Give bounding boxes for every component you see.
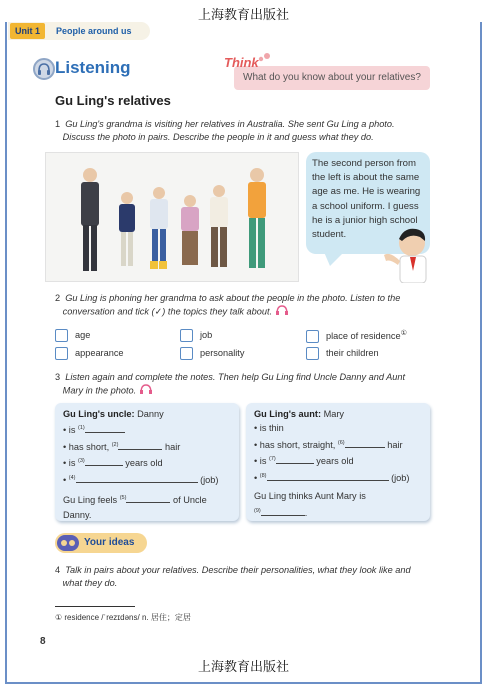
topic-checkbox-residence[interactable] [306, 329, 407, 343]
checkbox[interactable] [55, 347, 68, 360]
speech-icon [57, 535, 79, 551]
blank-2[interactable] [118, 440, 162, 450]
blank-7[interactable] [276, 454, 314, 464]
task-4-instruction [55, 564, 411, 590]
page-border-right [480, 22, 482, 684]
publisher-footer: 上海教育出版社 [197, 660, 289, 675]
bubble-line: age as me. He is wearing [312, 186, 421, 198]
unit-title: People around us [56, 26, 132, 36]
uncle-name: Danny [137, 409, 164, 419]
task-2-instruction [55, 292, 400, 319]
checkbox[interactable] [306, 330, 319, 343]
blank-4[interactable] [76, 473, 198, 483]
audio-icon[interactable] [139, 384, 153, 398]
uncle-note-item: • is $^{(3)}$ years old [63, 458, 163, 469]
footnote-text: ① residence /ˈrezɪdəns/ n. 居住；定居 [55, 613, 191, 622]
task-1-line-2: Discuss the photo in pairs. Describe the people in it and guess what they do. [62, 132, 374, 142]
topic-label: job [200, 329, 213, 340]
family-photo [45, 152, 299, 282]
topic-label: place of residence [326, 331, 401, 342]
task-1-line-1: Gu Ling's grandma is visiting her relatives in Australia. She sent Gu Ling a photo. [65, 119, 395, 129]
task-number: 3 [55, 372, 61, 382]
topic-checkbox-children[interactable] [306, 347, 379, 360]
topic-label: appearance [75, 347, 124, 358]
uncle-note-item: • has short, $^{(2)}$ hair [63, 441, 181, 452]
page-number: 8 [40, 636, 46, 647]
your-ideas-label: Your ideas [84, 537, 135, 548]
aunt-note-item: • has short, straight, $^{(6)}$ hair [254, 439, 403, 450]
uncle-note-item: • $^{(4)}$ (job) [63, 474, 219, 485]
task-3-instruction [55, 371, 405, 398]
footnote-mark: ① [400, 330, 407, 337]
aunt-notes-content [254, 407, 426, 520]
topic-label: personality [200, 347, 245, 358]
task-number: 1 [55, 119, 61, 129]
uncle-notes-content [63, 407, 235, 522]
uncle-notes-heading [63, 407, 235, 421]
topic-label: their children [326, 347, 379, 358]
topic-checkbox-appearance[interactable] [55, 347, 124, 360]
aunt-closing: Gu Ling thinks Aunt Mary is $^{(9)}$ . [254, 491, 366, 518]
bubble-line: The second person from [312, 158, 416, 169]
blank-3[interactable] [85, 456, 123, 466]
task-2-line-1: Gu Ling is phoning her grandma to ask about the people in the photo. Listen to the [65, 293, 401, 303]
bubble-line: the left is about the same [312, 172, 420, 184]
task-4-line-2: what they do. [62, 578, 118, 588]
uncle-note-item: • is $^{(1)}$ [63, 421, 235, 437]
checkbox[interactable] [306, 347, 319, 360]
unit-tag: Unit 1 [10, 23, 45, 39]
think-dots-icon [258, 50, 272, 68]
bubble-line: student. [312, 229, 347, 241]
aunt-note-item: • $^{(8)}$ (job) [254, 472, 410, 483]
lesson-heading: Gu Ling's relatives [55, 93, 171, 108]
bubble-line: he is a junior high school [312, 214, 418, 226]
publisher-header: 上海教育出版社 [197, 8, 289, 23]
checkbox[interactable] [180, 347, 193, 360]
blank-5[interactable] [126, 493, 170, 503]
section-title: Listening [55, 58, 131, 77]
topic-label: age [75, 329, 91, 340]
headphones-icon [33, 58, 55, 80]
aunt-notes-heading [254, 407, 426, 421]
uncle-heading-label: Gu Ling's uncle: [63, 409, 135, 419]
topic-checkbox-age[interactable] [55, 329, 90, 342]
bubble-line: a school uniform. I guess [312, 200, 419, 212]
task-2-line-2: conversation and tick (✓) the topics they talk about. [62, 306, 273, 317]
aunt-name: Mary [323, 409, 344, 419]
blank-9[interactable] [261, 506, 305, 516]
blank-8[interactable] [267, 471, 389, 481]
footnote-divider [55, 606, 135, 607]
topic-checkbox-job[interactable] [180, 329, 212, 342]
audio-icon[interactable] [275, 305, 289, 319]
aunt-note-item: • is $^{(7)}$ years old [254, 456, 354, 467]
think-question: What do you know about your relatives? [243, 72, 421, 83]
task-number: 2 [55, 293, 61, 303]
task-3-line-2: Mary in the photo. [62, 385, 137, 396]
blank-6[interactable] [345, 438, 385, 448]
page-border-left [5, 22, 7, 684]
uncle-closing: Gu Ling feels $^{(5)}$ of Uncle Danny. [63, 495, 207, 520]
task-number: 4 [55, 565, 61, 575]
task-4-line-1: Talk in pairs about your relatives. Describe their personalities, what they look like and [65, 565, 411, 575]
topic-checkbox-personality[interactable] [180, 347, 244, 360]
think-label: Think [224, 55, 259, 70]
aunt-heading-label: Gu Ling's aunt: [254, 409, 321, 419]
checkbox[interactable] [180, 329, 193, 342]
blank-1[interactable] [85, 423, 125, 433]
student-boy-illustration [380, 225, 432, 288]
checkbox[interactable] [55, 329, 68, 342]
task-1-instruction [55, 118, 395, 144]
task-3-line-1: Listen again and complete the notes. Then help Gu Ling find Uncle Danny and Aunt [65, 372, 406, 382]
aunt-note-item: • is thin [254, 423, 284, 434]
